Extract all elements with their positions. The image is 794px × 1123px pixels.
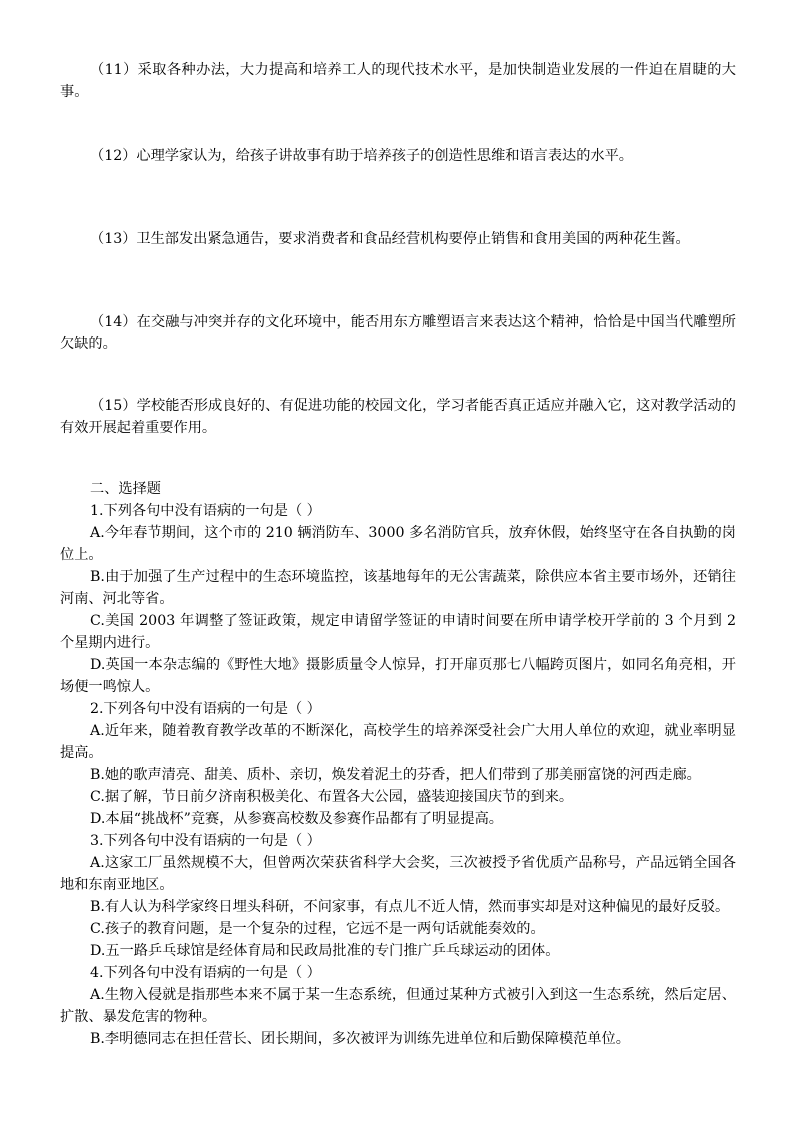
q1-option-c: C.美国 2003 年调整了签证政策，规定申请留学签证的申请时间要在所申请学校开学前的 3 个月到 2 个星期内进行。 (60, 613, 736, 651)
sentence-12: （12）心理学家认为，给孩子讲故事有助于培养孩子的创造性思维和语言表达的水平。 (90, 148, 633, 164)
q3-option-b: B.有人认为科学家终日埋头科研，不问家事，有点儿不近人情，然而事实却是对这种偏见的最好反驳。 (90, 899, 730, 915)
q2-option-a: A.近年来，随着教育教学改革的不断深化，高校学生的培养深受社会广大用人单位的欢迎，就业率明显提高。 (60, 723, 736, 761)
question-4: 4.下列各句中没有语病的一句是（ ） (90, 965, 321, 981)
q1-option-b: B.由于加强了生产过程中的生态环境监控，该基地每年的无公害蔬菜，除供应本省主要市场外，还销往河南、河北等省。 (60, 569, 736, 607)
q1-option-a: A.今年春节期间，这个市的 210 辆消防车、3000 多名消防官兵，放弃休假，始终坚守在各自执勤的岗位上。 (60, 525, 736, 563)
q4-option-b: B.李明德同志在担任营长、团长期间，多次被评为训练先进单位和后勤保障模范单位。 (90, 1031, 630, 1047)
question-1: 1.下列各句中没有语病的一句是（ ） (90, 503, 321, 519)
q4-option-a: A.生物入侵就是指那些本来不属于某一生态系统，但通过某种方式被引入到这一生态系统，然后定居、扩散、暴发危害的物种。 (60, 987, 736, 1025)
question-3: 3.下列各句中没有语病的一句是（ ） (90, 833, 321, 849)
q2-option-d: D.本届“挑战杯”竞赛，从参赛高校数及参赛作品都有了明显提高。 (90, 811, 503, 827)
q3-option-a: A.这家工厂虽然规模不大，但曾两次荣获省科学大会奖，三次被授予省优质产品称号，产品远销全国各地和东南亚地区。 (60, 855, 736, 893)
sentence-11: （11）采取各种办法，大力提高和培养工人的现代技术水平，是加快制造业发展的一件迫在眉睫的大事。 (60, 62, 736, 100)
q3-option-d: D.五一路乒乓球馆是经体育局和民政局批准的专门推广乒乓球运动的团体。 (90, 943, 560, 959)
q2-option-b: B.她的歌声清亮、甜美、质朴、亲切，焕发着泥土的芬香，把人们带到了那美丽富饶的河西走廊。 (90, 767, 701, 783)
section-heading: 二、选择题 (90, 481, 161, 497)
multiple-choice-section (60, 478, 736, 1050)
question-2: 2.下列各句中没有语病的一句是（ ） (90, 701, 321, 717)
sentence-13: （13）卫生部发出紧急通告，要求消费者和食品经营机构要停止销售和食用美国的两种花生酱。 (90, 231, 690, 247)
q2-option-c: C.据了解，节日前夕济南积极美化、布置各大公园，盛装迎接国庆节的到来。 (90, 789, 574, 805)
sentence-15: （15）学校能否形成良好的、有促进功能的校园文化，学习者能否真正适应并融入它，这对教学活动的有效开展起着重要作用。 (60, 398, 736, 436)
q1-option-d: D.英国一本杂志编的《野性大地》摄影质量令人惊异，打开扉页那七八幅跨页图片，如同名角亮相，开场便一鸣惊人。 (60, 657, 736, 695)
sentence-14: （14）在交融与冲突并存的文化环境中，能否用东方雕塑语言来表达这个精神，恰恰是中国当代雕塑所欠缺的。 (60, 314, 736, 352)
q3-option-c: C.孩子的教育问题，是一个复杂的过程，它远不是一两句话就能奏效的。 (90, 921, 545, 937)
